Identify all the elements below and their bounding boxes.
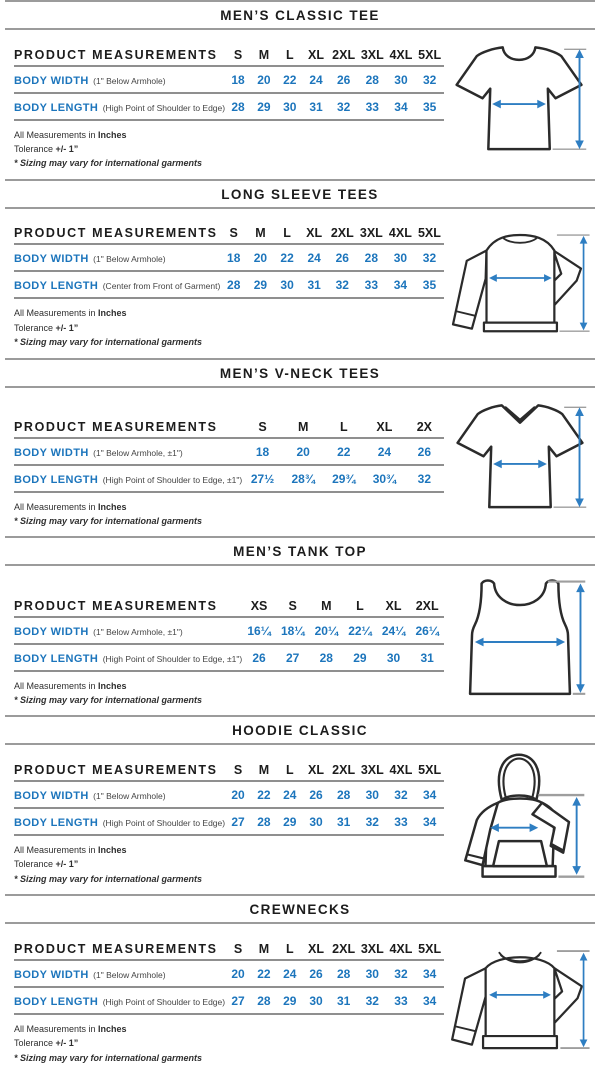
measurement-value: 29¾ <box>332 471 356 486</box>
measurement-value: 32 <box>417 471 432 486</box>
note-line <box>14 843 444 857</box>
size-column-header: M <box>258 941 270 956</box>
measurement-value: 29 <box>283 993 297 1008</box>
measurement-value: 30 <box>309 993 323 1008</box>
note-text: Tolerance <box>14 1038 56 1049</box>
notes <box>14 1022 444 1065</box>
measurement-value: 22 <box>257 966 271 981</box>
measurement-value: 34 <box>422 993 437 1008</box>
measurement-value: 32 <box>394 787 408 802</box>
measurement-value: 28 <box>365 72 379 87</box>
note-text: Tolerance <box>14 322 56 333</box>
row-sublabel: (High Point of Shoulder to Edge, ±1") <box>102 653 243 664</box>
table-header-label: PRODUCT MEASUREMENTS <box>14 47 218 62</box>
tshirt-icon <box>447 33 593 177</box>
measurement-value: 24¼ <box>381 623 406 638</box>
size-column-header: 5XL <box>418 47 442 62</box>
measurement-value: 24 <box>283 787 297 802</box>
section-title: CREWNECKS <box>249 902 351 918</box>
measurement-value: 32 <box>365 814 379 829</box>
measurement-value: 30 <box>393 251 408 266</box>
table-body <box>14 438 444 492</box>
row-sublabel: (High Point of Shoulder to Edge) <box>102 817 226 828</box>
table-row <box>14 66 444 93</box>
measurement-value: 18 <box>231 72 245 87</box>
table-row <box>14 987 444 1014</box>
measurement-value: 32 <box>335 278 349 293</box>
notes <box>14 128 444 171</box>
row-sublabel: (High Point of Shoulder to Edge, ±1") <box>102 474 243 485</box>
measurement-value: 22 <box>280 251 294 266</box>
section-body <box>0 745 600 894</box>
measurement-value: 30 <box>365 787 379 802</box>
measurement-value: 26 <box>417 444 432 459</box>
size-chart-section <box>0 179 600 358</box>
note-line <box>14 128 444 142</box>
row-label-cell <box>14 781 225 808</box>
size-column-header: M <box>297 419 309 434</box>
size-header-row <box>14 416 444 438</box>
measurements-table <box>14 595 444 672</box>
size-column-header: 3XL <box>359 226 383 241</box>
measurement-value: 35 <box>422 278 437 293</box>
table-header-label: PRODUCT MEASUREMENTS <box>14 598 218 613</box>
note-bold-text: +/- 1” <box>55 322 79 333</box>
measurement-value: 26 <box>336 72 351 87</box>
row-label: BODY LENGTH <box>14 280 99 293</box>
size-header-row <box>14 938 444 960</box>
measurements-table <box>14 44 444 121</box>
size-header-row <box>14 222 444 244</box>
garment-illustration <box>444 211 596 358</box>
measurement-value: 32 <box>394 966 408 981</box>
row-label-cell <box>14 960 225 987</box>
size-chart-section <box>0 894 600 1073</box>
measurement-value: 34 <box>393 278 408 293</box>
table-row <box>14 808 444 835</box>
row-label: BODY WIDTH <box>14 968 89 981</box>
measurement-value: 33 <box>394 814 408 829</box>
size-column-header: M <box>258 762 270 777</box>
size-header-row <box>14 595 444 617</box>
size-column-header: 3XL <box>360 941 384 956</box>
measurements-table <box>14 938 444 1015</box>
garment-illustration <box>444 568 596 715</box>
size-column-header: L <box>285 941 294 956</box>
row-label: BODY WIDTH <box>14 74 89 87</box>
measurement-value: 18 <box>255 444 270 459</box>
section-title: MEN’S CLASSIC TEE <box>220 8 380 23</box>
table-row <box>14 617 444 644</box>
note-text: * Sizing may vary for international garments <box>14 1052 203 1063</box>
row-sublabel: (1" Below Armhole, ±1") <box>93 447 183 458</box>
note-line <box>14 514 444 528</box>
size-column-header: XL <box>308 941 324 956</box>
size-column-header: 3XL <box>360 47 384 62</box>
note-bold-text: Inches <box>98 1023 127 1034</box>
measurement-value: 33 <box>394 993 408 1008</box>
note-text: Tolerance <box>14 859 56 870</box>
size-column-header: M <box>321 598 332 613</box>
row-sublabel: (High Point of Shoulder to Edge) <box>102 102 226 113</box>
measurements-table <box>14 222 444 299</box>
section-body <box>0 566 600 715</box>
measurement-value: 24 <box>309 72 323 87</box>
note-line <box>14 872 444 886</box>
size-column-header: XL <box>385 598 402 613</box>
size-column-header: XL <box>308 47 324 62</box>
size-column-header: L <box>285 47 294 62</box>
note-line <box>14 679 444 693</box>
section-title: HOODIE CLASSIC <box>232 723 368 739</box>
note-bold-text: +/- 1” <box>55 859 79 870</box>
measurement-value: 28 <box>336 787 351 802</box>
measurement-value: 18¼ <box>280 623 305 638</box>
measurement-value: 26 <box>309 787 323 802</box>
size-column-header: S <box>233 47 243 62</box>
note-text: * Sizing may vary for international garments <box>14 337 203 348</box>
table-area <box>14 32 444 179</box>
row-label: BODY LENGTH <box>14 101 99 114</box>
note-text: All Measurements in <box>14 308 99 319</box>
note-line <box>14 500 444 514</box>
size-column-header: L <box>339 419 348 434</box>
row-label: BODY LENGTH <box>14 473 99 486</box>
row-sublabel: (1" Below Armhole) <box>93 790 166 801</box>
row-label: BODY LENGTH <box>14 995 99 1008</box>
table-header-label: PRODUCT MEASUREMENTS <box>14 762 218 777</box>
measurement-value: 28 <box>227 278 241 293</box>
measurements-table <box>14 759 444 836</box>
note-bold-text: Inches <box>98 129 127 140</box>
table-row <box>14 438 444 465</box>
size-chart-section <box>0 358 600 537</box>
note-bold-text: Inches <box>98 680 127 691</box>
size-column-header: 2XL <box>332 941 356 956</box>
row-label-cell <box>14 66 225 93</box>
row-label: BODY LENGTH <box>14 816 99 829</box>
size-column-header: 4XL <box>389 941 413 956</box>
measurement-value: 29 <box>353 650 367 665</box>
size-column-header: 4XL <box>389 47 413 62</box>
row-label-cell <box>14 808 225 835</box>
notes <box>14 306 444 349</box>
measurement-value: 30¾ <box>372 471 397 486</box>
size-column-header: XL <box>306 226 323 241</box>
measurement-value: 27 <box>285 650 300 665</box>
size-column-header: S <box>258 419 267 434</box>
measurements-table <box>14 416 444 493</box>
measurement-value: 28 <box>231 99 245 114</box>
note-line <box>14 693 444 707</box>
note-text: * Sizing may vary for international garments <box>14 873 203 884</box>
section-body <box>0 30 600 179</box>
size-column-header: L <box>285 762 294 777</box>
measurement-value: 26¼ <box>415 623 439 638</box>
section-body <box>0 388 600 537</box>
section-body <box>0 924 600 1073</box>
size-column-header: S <box>233 941 243 956</box>
table-header-label: PRODUCT MEASUREMENTS <box>14 419 218 434</box>
measurement-value: 31 <box>309 99 323 114</box>
size-column-header: L <box>283 226 291 241</box>
table-area <box>14 926 444 1073</box>
size-column-header: M <box>258 47 270 62</box>
section-title: MEN’S V-NECK TEES <box>219 365 381 381</box>
note-line <box>14 306 444 320</box>
note-text: Tolerance <box>14 144 56 155</box>
measurement-value: 27 <box>231 814 245 829</box>
row-sublabel: (1" Below Armhole, ±1") <box>93 626 183 637</box>
note-line <box>14 321 444 335</box>
row-label: BODY WIDTH <box>14 446 89 459</box>
notes <box>14 679 444 708</box>
measurement-value: 22 <box>283 72 297 87</box>
note-line <box>14 1036 444 1050</box>
measurement-value: 20 <box>231 966 245 981</box>
note-line <box>14 142 444 156</box>
section-header <box>5 894 595 924</box>
table-row <box>14 960 444 987</box>
measurement-value: 34 <box>422 966 437 981</box>
size-header-row <box>14 759 444 781</box>
measurement-value: 33 <box>365 99 379 114</box>
measurement-value: 28 <box>336 966 351 981</box>
size-column-header: S <box>233 762 243 777</box>
note-text: All Measurements in <box>14 129 99 140</box>
table-body <box>14 244 444 298</box>
size-column-header: 5XL <box>418 762 442 777</box>
note-line <box>14 857 444 871</box>
table-body <box>14 781 444 835</box>
measurement-value: 20¼ <box>314 623 338 638</box>
note-line <box>14 335 444 349</box>
table-header-label: PRODUCT MEASUREMENTS <box>14 941 218 956</box>
measurement-value: 28 <box>257 993 271 1008</box>
size-chart-section <box>0 715 600 894</box>
note-text: All Measurements in <box>14 844 99 855</box>
measurement-value: 26 <box>335 251 349 266</box>
measurement-value: 30 <box>283 99 297 114</box>
measurement-value: 24 <box>283 966 297 981</box>
table-body <box>14 617 444 671</box>
size-column-header: XL <box>376 419 393 434</box>
measurement-value: 30 <box>309 814 323 829</box>
size-column-header: 2XL <box>332 762 356 777</box>
measurement-value: 28 <box>319 650 333 665</box>
size-column-header: 2XL <box>415 598 439 613</box>
measurement-value: 35 <box>422 99 437 114</box>
section-body <box>0 209 600 358</box>
measurement-value: 34 <box>394 99 408 114</box>
measurement-value: 33 <box>364 278 379 293</box>
measurement-value: 31 <box>336 814 351 829</box>
table-row <box>14 271 444 298</box>
measurement-value: 32 <box>336 99 351 114</box>
size-column-header: 5XL <box>418 941 442 956</box>
size-chart-section <box>0 536 600 715</box>
garment-illustration <box>444 926 596 1073</box>
measurement-value: 29 <box>253 278 268 293</box>
notes <box>14 500 444 529</box>
size-column-header: 3XL <box>360 762 384 777</box>
size-column-header: 5XL <box>417 226 441 241</box>
note-bold-text: Inches <box>98 501 127 512</box>
measurement-value: 24 <box>307 251 321 266</box>
note-bold-text: +/- 1” <box>55 144 79 155</box>
measurement-value: 22¼ <box>348 623 372 638</box>
row-sublabel: (High Point of Shoulder to Edge) <box>102 996 226 1007</box>
measurement-value: 18 <box>227 251 241 266</box>
note-text: * Sizing may vary for international garments <box>14 694 203 705</box>
note-text: All Measurements in <box>14 1023 99 1034</box>
measurement-value: 30 <box>386 650 401 665</box>
measurement-value: 26 <box>309 966 323 981</box>
measurement-value: 34 <box>422 787 437 802</box>
table-row <box>14 465 444 492</box>
note-line <box>14 1022 444 1036</box>
measurement-value: 28¾ <box>291 471 315 486</box>
size-column-header: S <box>229 226 238 241</box>
table-header-label: PRODUCT MEASUREMENTS <box>14 226 218 241</box>
row-sublabel: (1" Below Armhole) <box>93 75 166 86</box>
size-chart-section <box>0 0 600 179</box>
section-title: MEN’S TANK TOP <box>233 544 367 560</box>
measurement-value: 16¼ <box>247 623 271 638</box>
note-bold-text: Inches <box>98 308 127 319</box>
measurement-value: 20 <box>231 787 245 802</box>
measurement-value: 30 <box>394 72 408 87</box>
crewneck-icon <box>447 928 593 1072</box>
measurement-value: 29 <box>283 814 297 829</box>
row-label-cell <box>14 617 242 644</box>
table-row <box>14 244 444 271</box>
table-area <box>14 568 444 715</box>
measurement-value: 22 <box>257 787 271 802</box>
size-column-header: XL <box>308 762 324 777</box>
row-label: BODY WIDTH <box>14 625 89 638</box>
row-label-cell <box>14 644 242 671</box>
measurement-value: 28 <box>257 814 271 829</box>
garment-illustration <box>444 32 596 179</box>
row-label: BODY WIDTH <box>14 253 89 266</box>
measurement-value: 24 <box>377 444 392 459</box>
size-column-header: L <box>356 598 364 613</box>
table-row <box>14 93 444 120</box>
size-header-row <box>14 44 444 66</box>
row-label: BODY WIDTH <box>14 789 89 802</box>
garment-illustration <box>444 390 596 537</box>
section-header <box>5 715 595 745</box>
size-column-header: 4XL <box>388 226 412 241</box>
measurement-value: 27 <box>231 993 245 1008</box>
measurement-value: 26 <box>252 650 266 665</box>
notes <box>14 843 444 886</box>
measurement-value: 32 <box>422 72 437 87</box>
measurement-value: 34 <box>422 814 437 829</box>
section-header <box>5 536 595 566</box>
note-text: All Measurements in <box>14 501 99 512</box>
size-column-header: S <box>288 598 297 613</box>
row-sublabel: (1" Below Armhole) <box>93 254 166 265</box>
size-column-header: M <box>255 226 266 241</box>
row-label-cell <box>14 271 220 298</box>
longsleeve-icon <box>447 212 593 356</box>
measurement-value: 29 <box>257 99 271 114</box>
table-row <box>14 781 444 808</box>
measurement-value: 32 <box>365 993 379 1008</box>
measurement-value: 20 <box>296 444 310 459</box>
note-bold-text: Inches <box>98 844 127 855</box>
note-line <box>14 1051 444 1065</box>
row-label-cell <box>14 244 220 271</box>
table-body <box>14 66 444 120</box>
row-label: BODY LENGTH <box>14 652 99 665</box>
measurement-value: 31 <box>420 650 434 665</box>
garment-illustration <box>444 747 596 894</box>
measurement-value: 31 <box>307 278 321 293</box>
measurement-value: 30 <box>280 278 294 293</box>
measurement-value: 22 <box>337 444 351 459</box>
section-header <box>5 0 595 30</box>
table-row <box>14 644 444 671</box>
tank-icon <box>447 570 593 714</box>
measurement-value: 30 <box>365 966 379 981</box>
note-text: * Sizing may vary for international garments <box>14 516 203 527</box>
table-body <box>14 960 444 1014</box>
note-bold-text: +/- 1” <box>55 1038 79 1049</box>
row-label-cell <box>14 93 225 120</box>
measurement-value: 20 <box>257 72 271 87</box>
row-label-cell <box>14 987 225 1014</box>
size-column-header: 4XL <box>389 762 413 777</box>
size-column-header: XS <box>250 598 268 613</box>
row-label-cell <box>14 438 242 465</box>
row-label-cell <box>14 465 242 492</box>
row-sublabel: (1" Below Armhole) <box>93 969 166 980</box>
table-area <box>14 747 444 894</box>
note-text: All Measurements in <box>14 680 99 691</box>
note-line <box>14 156 444 170</box>
vneck-icon <box>447 391 593 535</box>
section-header <box>5 179 595 209</box>
measurement-value: 20 <box>253 251 268 266</box>
measurement-value: 28 <box>364 251 379 266</box>
section-header <box>5 358 595 388</box>
measurement-value: 31 <box>336 993 351 1008</box>
size-column-header: 2XL <box>332 47 356 62</box>
table-area <box>14 390 444 537</box>
section-title: LONG SLEEVE TEES <box>221 186 379 202</box>
measurement-value: 27½ <box>250 471 275 486</box>
measurement-value: 32 <box>422 251 437 266</box>
table-area <box>14 211 444 358</box>
size-column-header: 2XL <box>330 226 354 241</box>
hoodie-icon <box>447 749 593 893</box>
note-text: * Sizing may vary for international garments <box>14 158 203 169</box>
row-sublabel: (Center from Front of Garment) <box>102 281 221 292</box>
size-column-header: 2X <box>416 419 432 434</box>
